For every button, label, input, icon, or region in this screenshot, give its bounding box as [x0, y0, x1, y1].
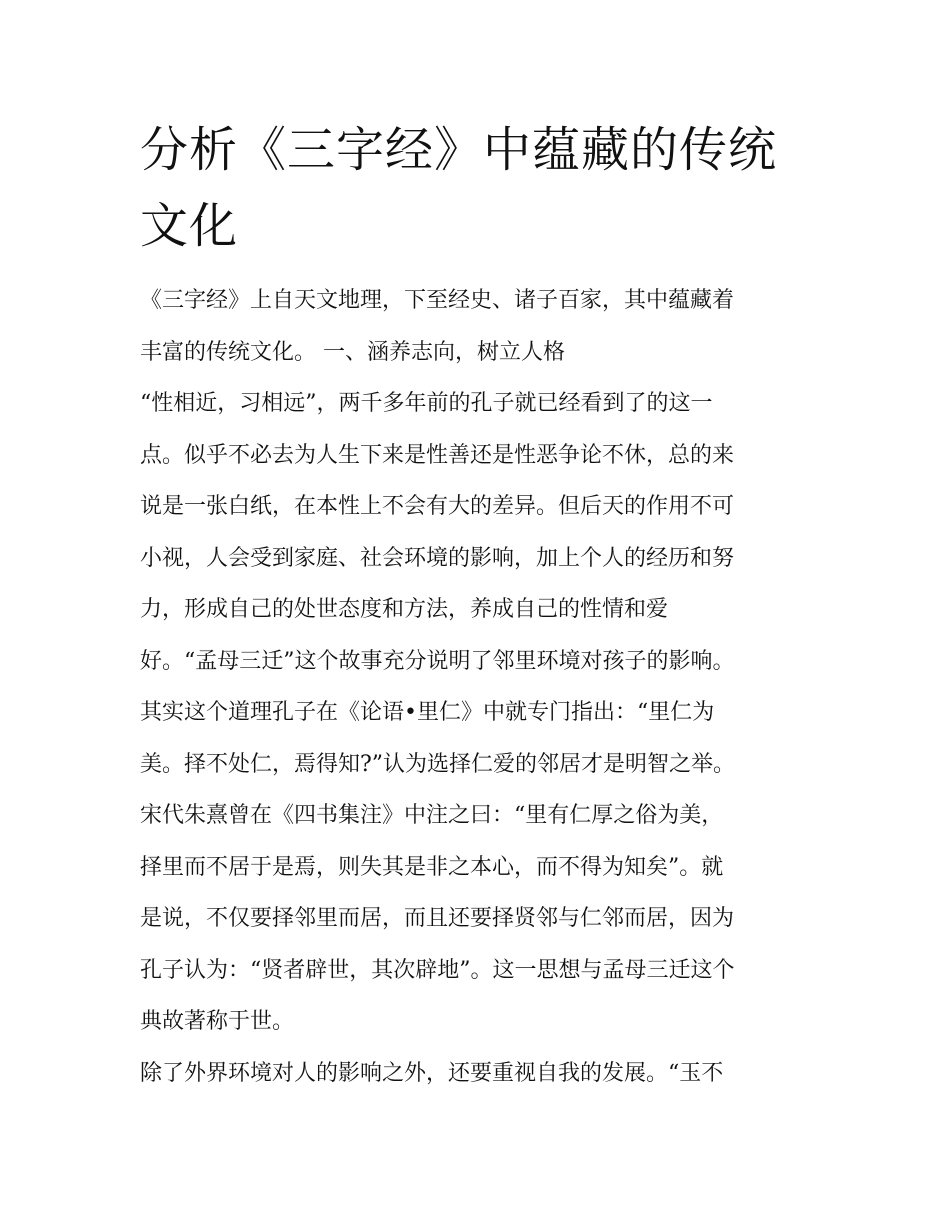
body-line: “性相近，习相远”，两千多年前的孔子就已经看到了的这一 [140, 391, 713, 416]
body-line: 孔子认为：“贤者辟世，其次辟地”。这一思想与孟母三迁这个 [140, 957, 735, 983]
document-body [140, 275, 820, 1099]
body-line: 好。“孟母三迁”这个故事充分说明了邻里环境对孩子的影响。 [140, 648, 735, 674]
body-line: 是说，不仅要择邻里而居，而且还要择贤邻与仁邻而居，因为 [140, 906, 735, 931]
body-line: 其实这个道理孔子在《论语•里仁》中就专门指出：“里仁为 [140, 700, 715, 725]
body-line: 典故著称于世。 [140, 1009, 295, 1034]
body-line: 小视，人会受到家庭、社会环境的影响，加上个人的经历和努 [140, 545, 735, 571]
document-title: 分析《三字经》中蕴藏的传统文化 [140, 122, 778, 254]
body-line: 宋代朱熹曾在《四书集注》中注之曰：“里有仁厚之俗为美， [140, 803, 724, 828]
body-line: 《三字经》上自天文地理，下至经史、诸子百家，其中蕴藏着 [140, 288, 735, 313]
body-line: 说是一张白纸，在本性上不会有大的差异。但后天的作用不可 [140, 494, 735, 519]
body-line: 除了外界环境对人的影响之外，还要重视自我的发展。“玉不 [140, 1060, 724, 1086]
body-line: 美。择不处仁，焉得知?”认为选择仁爱的邻居才是明智之举。 [140, 751, 736, 777]
body-line: 点。似乎不必去为人生下来是性善还是性恶争论不休，总的来 [140, 442, 735, 468]
body-line: 择里而不居于是焉，则失其是非之本心，而不得为知矣”。就 [140, 854, 724, 880]
body-line: 丰富的传统文化。 一、涵养志向，树立人格 [140, 339, 565, 365]
body-line: 力，形成自己的处世态度和方法，养成自己的性情和爱 [140, 597, 669, 622]
